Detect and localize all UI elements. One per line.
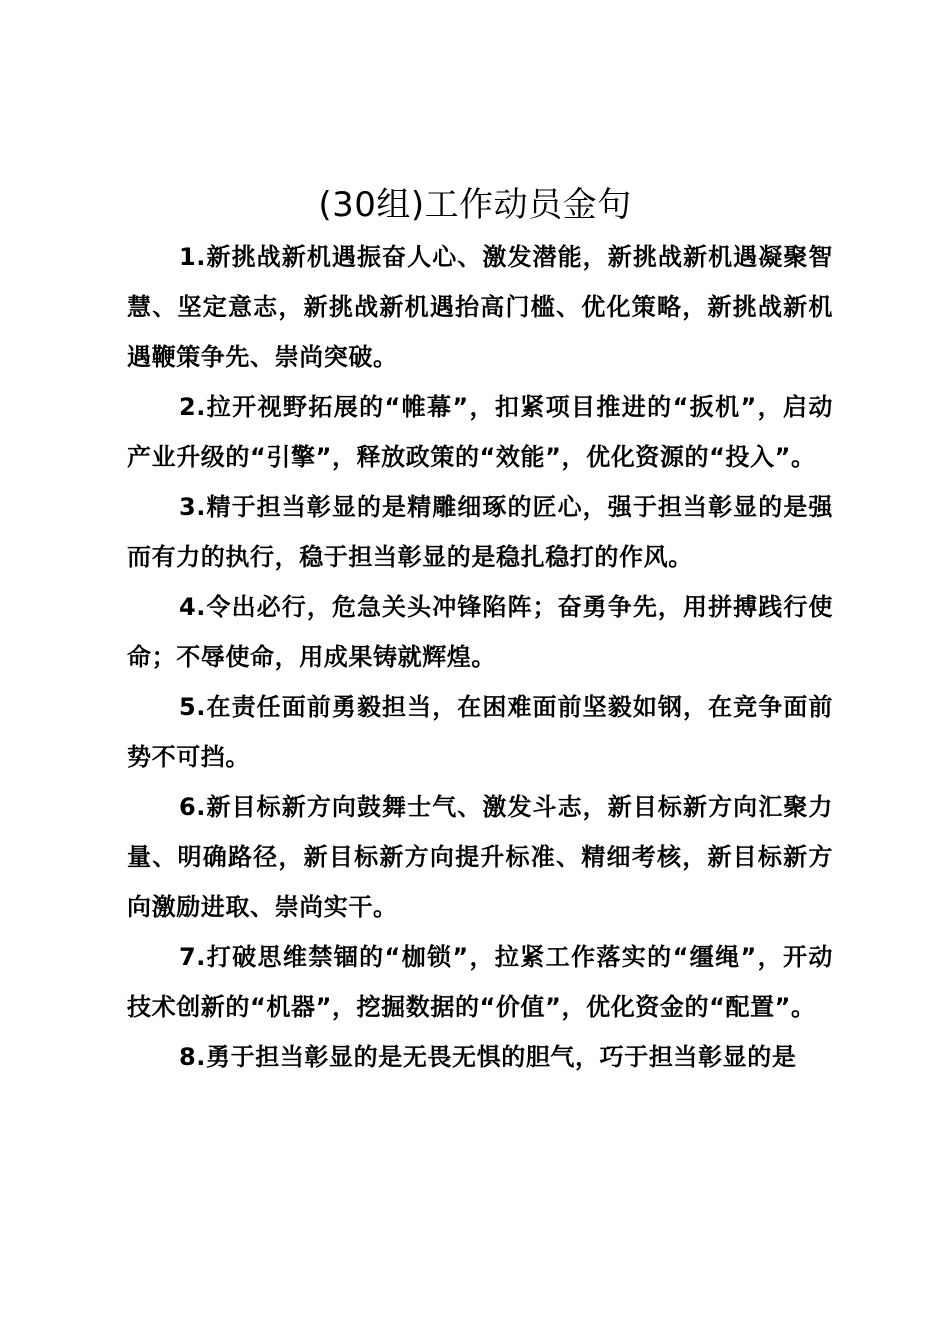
paragraph-3: 3.精于担当彰显的是精雕细琢的匠心，强于担当彰显的是强而有力的执行，稳于担当彰显的是稳扎稳打的作风。 [127, 493, 833, 571]
paragraph-2: 2.拉开视野拓展的“帷幕”，扣紧项目推进的“扳机”，启动产业升级的“引擎”，释放政策的“效能”，优化资源的“投入”。 [127, 393, 833, 471]
paragraph-8: 8.勇于担当彰显的是无畏无惧的胆气，巧于担当彰显的是 [179, 1043, 797, 1071]
document-title: (30组)工作动员金句 [318, 185, 632, 225]
paragraph-5: 5.在责任面前勇毅担当，在困难面前坚毅如钢，在竞争面前势不可挡。 [127, 693, 833, 771]
paragraph-1: 1.新挑战新机遇振奋人心、激发潜能，新挑战新机遇凝聚智慧、坚定意志，新挑战新机遇抬高门槛、优化策略，新挑战新机遇鞭策争先、崇尚突破。 [127, 243, 833, 371]
paragraph-4: 4.令出必行，危急关头冲锋陷阵；奋勇争先，用拼搏践行使命；不辱使命，用成果铸就辉煌。 [127, 593, 833, 671]
paragraph-6: 6.新目标新方向鼓舞士气、激发斗志，新目标新方向汇聚力量、明确路径，新目标新方向提升标准、精细考核，新目标新方向激励进取、崇尚实干。 [127, 793, 833, 921]
document-body [127, 232, 833, 1082]
paragraph-7: 7.打破思维禁锢的“枷锁”，拉紧工作落实的“缰绳”，开动技术创新的“机器”，挖掘数据的“价值”，优化资金的“配置”。 [127, 943, 833, 1021]
